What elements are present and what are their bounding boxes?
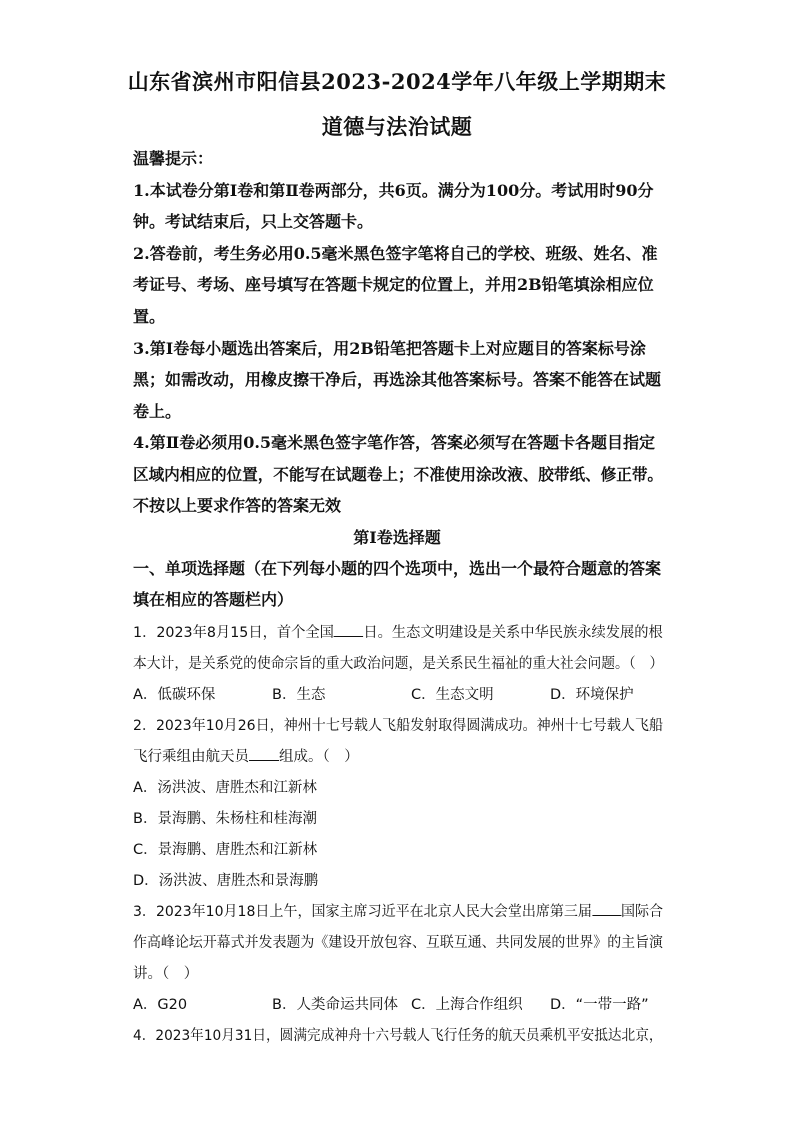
question-1-stem: 1．2023年8月15日，首个全国 日。生态文明建设是关系中华民族永续发展的根 (133, 622, 663, 644)
notice-line: 卷上。 (133, 402, 182, 421)
answer-blank (592, 901, 621, 916)
question-2-option-b: B．景海鹏、朱杨柱和桂海潮 (133, 811, 317, 827)
question-3-stem: 作高峰论坛开幕式并发表题为《建设开放包容、互联互通、共同发展的世界》的主旨演 (133, 935, 664, 951)
question-3-option-c: C．上海合作组织 (411, 997, 523, 1013)
section-title: 第Ⅰ卷选择题 (353, 528, 441, 547)
notice-line: 4.第Ⅱ卷必须用0.5毫米黑色签字笔作答，答案必须写在答题卡各题目指定 (133, 433, 656, 452)
question-2-option-d: D．汤洪波、唐胜杰和景海鹏 (133, 873, 319, 889)
notice-line: 黑；如需改动，用橡皮擦干净后，再选涂其他答案标号。答案不能答在试题 (133, 370, 662, 389)
section-instruction: 一、单项选择题（在下列每小题的四个选项中，选出一个最符合题意的答案 (133, 559, 662, 578)
notice-line: 区域内相应的位置，不能写在试题卷上；不准使用涂改液、胶带纸、修正带。 (133, 465, 664, 484)
section-instruction: 填在相应的答题栏内） (133, 590, 294, 609)
question-3-option-a: A．G20 (133, 997, 188, 1013)
answer-blank (334, 622, 363, 637)
question-3-stem: 讲。（ ） (133, 966, 199, 982)
notice-line: 钟。考试结束后，只上交答题卡。 (133, 212, 374, 231)
notice-line: 置。 (133, 307, 166, 326)
question-3-option-d: D．“一带一路” (550, 997, 649, 1013)
notice-line: 考证号、考场、座号填写在答题卡规定的位置上，并用2B铅笔填涂相应位 (133, 275, 654, 294)
answer-blank (249, 746, 279, 761)
notice-line: 3.第Ⅰ卷每小题选出答案后，用2B铅笔把答题卡上对应题目的答案标号涂 (133, 339, 646, 358)
question-1-option-d: D．环境保护 (550, 687, 634, 703)
notice-heading: 温馨提示： (133, 149, 214, 168)
question-1-option-c: C．生态文明 (411, 687, 494, 703)
question-2-option-a: A．汤洪波、唐胜杰和江新林 (133, 780, 317, 796)
notice-line: 2.答卷前，考生务必用0.5毫米黑色签字笔将自己的学校、班级、姓名、准 (133, 244, 658, 263)
question-4-stem: 4．2023年10月31日，圆满完成神舟十六号载人飞行任务的航天员乘机平安抵达北京， (133, 1028, 663, 1044)
question-2-stem: 飞行乘组由航天员 组成。（ ） (133, 746, 663, 768)
question-3-option-b: B．人类命运共同体 (272, 997, 398, 1013)
question-3-stem: 3．2023年10月18日上午，国家主席习近平在北京人民大会堂出席第三届 国际合 (133, 901, 663, 923)
question-1-option-a: A．低碳环保 (133, 687, 216, 703)
question-1-option-b: B．生态 (272, 687, 326, 703)
exam-title-line1: 山东省滨州市阳信县2023-2024学年八年级上学期期末 (127, 69, 667, 94)
notice-line: 不按以上要求作答的答案无效 (133, 496, 342, 515)
exam-title-line2: 道德与法治试题 (321, 114, 473, 139)
question-2-stem: 2．2023年10月26日，神州十七号载人飞船发射取得圆满成功。神州十七号载人飞船 (133, 718, 664, 734)
question-1-stem: 本大计，是关系党的使命宗旨的重大政治问题，是关系民生福祉的重大社会问题。（ ） (133, 656, 664, 672)
question-2-option-c: C．景海鹏、唐胜杰和江新林 (133, 842, 318, 858)
notice-line: 1.本试卷分第Ⅰ卷和第Ⅱ卷两部分，共6页。满分为100分。考试用时90分 (133, 181, 654, 200)
